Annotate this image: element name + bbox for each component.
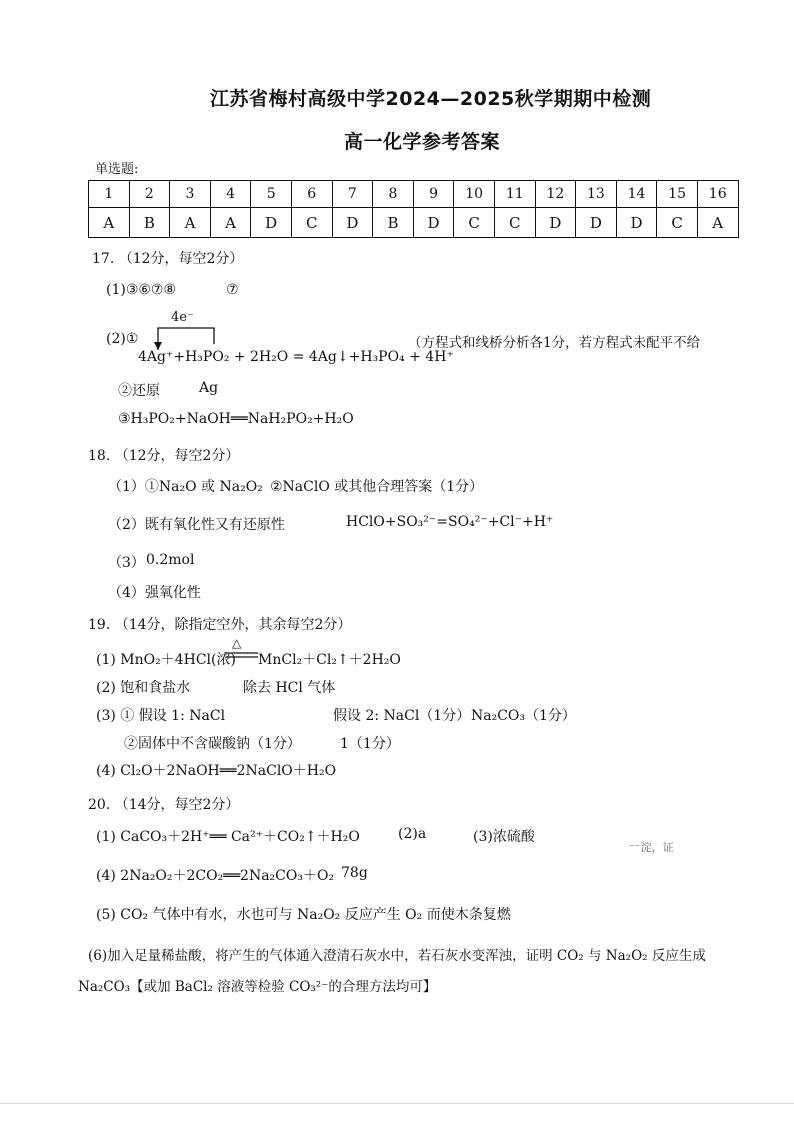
q17-header: 17. （12分，每空2分）	[92, 251, 244, 267]
answer-cell: D	[413, 208, 454, 238]
answer-table	[88, 180, 739, 238]
answer-cell: D	[616, 208, 657, 238]
q20-p1: (1) CaCO₃＋2H⁺══ Ca²⁺＋CO₂↑＋H₂O	[96, 829, 360, 845]
q19-p2-a: (2) 饱和食盐水	[96, 680, 191, 696]
question-number-cell: 16	[697, 181, 738, 208]
q19-p3-a: (3) ① 假设 1: NaCl	[96, 708, 226, 724]
q19-header: 19. （14分，除指定空外，其余每空2分）	[88, 617, 352, 633]
page-subtitle: 高一化学参考答案	[344, 131, 501, 153]
answer-cell: D	[576, 208, 617, 238]
question-number-cell: 8	[373, 181, 414, 208]
answer-cell: A	[170, 208, 211, 238]
question-number-cell: 6	[291, 181, 332, 208]
answer-cell: A	[210, 208, 251, 238]
q20-p6-b: Na₂CO₃【或加 BaCl₂ 溶液等检验 CO₃²⁻的合理方法均可】	[78, 979, 437, 995]
answer-cell: A	[89, 208, 130, 238]
question-number-cell: 4	[210, 181, 251, 208]
q17-redox-equation: 4Ag⁺+H₃PO₂ + 2H₂O = 4Ag↓+H₃PO₄ + 4H⁺	[138, 349, 454, 365]
q17-p1-answer-2: ⑦	[226, 282, 239, 298]
q19-p4: (4) Cl₂O＋2NaOH══2NaClO＋H₂O	[96, 763, 337, 779]
page-bottom-divider	[0, 1103, 794, 1104]
q19-p1-right: MnCl₂＋Cl₂↑＋2H₂O	[258, 652, 401, 668]
question-number-cell: 9	[413, 181, 454, 208]
q20-p6-a: (6)加入足量稀盐酸，将产生的气体通入澄清石灰水中，若石灰水变浑浊，证明 CO₂ 与 Na₂O₂ 反应生成	[88, 948, 706, 964]
q18-p3-value: 0.2mol	[146, 552, 195, 568]
answer-table-answer-row	[89, 208, 739, 238]
q20-p3: (3)浓硫酸	[473, 829, 535, 845]
page-title: 江苏省梅村高级中学2024—2025秋学期期中检测	[210, 88, 652, 110]
q20-cropped-text: ⁻⁻淀，证	[629, 841, 674, 854]
question-number-cell: 3	[170, 181, 211, 208]
q19-p3-c: Na₂CO₃（1分）	[471, 708, 576, 724]
q17-p1-answer: (1)③⑥⑦⑧	[106, 282, 177, 298]
q17-p2-c-equation: ③H₃PO₂+NaOH══NaH₂PO₂+H₂O	[118, 411, 354, 427]
q18-header: 18. （12分，每空2分）	[88, 448, 240, 464]
question-number-cell: 10	[454, 181, 495, 208]
question-number-cell: 7	[332, 181, 373, 208]
q17-p2-b-label: ②还原	[118, 383, 160, 399]
q18-p3-label: （3）	[108, 555, 145, 571]
q19-heating-condition: △	[232, 636, 242, 650]
answer-cell: D	[332, 208, 373, 238]
question-number-cell: 12	[535, 181, 576, 208]
electron-bridge-arrow	[150, 318, 220, 352]
answer-cell: C	[657, 208, 698, 238]
single-choice-label: 单选题:	[95, 162, 139, 177]
question-number-cell: 15	[657, 181, 698, 208]
answer-cell: D	[251, 208, 292, 238]
q18-p2-b: HClO+SO₃²⁻=SO₄²⁻+Cl⁻+H⁺	[346, 514, 554, 530]
question-number-cell: 13	[576, 181, 617, 208]
q19-p3-d: ②固体中不含碳酸钠（1分）	[124, 736, 301, 752]
q19-p3-b: 假设 2: NaCl（1分）	[333, 708, 471, 724]
q19-p3-e: 1（1分）	[340, 736, 400, 752]
answer-cell: C	[494, 208, 535, 238]
question-number-cell: 11	[494, 181, 535, 208]
answer-table-number-row	[89, 181, 739, 208]
question-number-cell: 1	[89, 181, 130, 208]
answer-cell: C	[454, 208, 495, 238]
q18-p2-a: （2）既有氧化性又有还原性	[108, 517, 285, 533]
question-number-cell: 14	[616, 181, 657, 208]
q17-p2-label: (2)①	[106, 331, 139, 347]
q20-p4-b: 78g	[341, 865, 368, 881]
question-number-cell: 2	[129, 181, 170, 208]
q17-scoring-note: （方程式和线桥分析各1分，若方程式未配平不给	[408, 335, 701, 351]
q20-p5: (5) CO₂ 气体中有水，水也可与 Na₂O₂ 反应产生 O₂ 而使木条复燃	[96, 907, 511, 923]
q18-p4: （4）强氧化性	[108, 585, 201, 601]
answer-cell: D	[535, 208, 576, 238]
q18-p1-b: ②NaClO 或其他合理答案（1分）	[270, 479, 484, 495]
q19-p1-left: (1) MnO₂＋4HCl(浓)	[96, 652, 236, 668]
answer-cell: B	[129, 208, 170, 238]
q19-p2-b: 除去 HCl 气体	[243, 680, 336, 696]
answer-cell: C	[291, 208, 332, 238]
q19-equals-sign	[226, 651, 258, 659]
q20-p4-a: (4) 2Na₂O₂＋2CO₂══2Na₂CO₃＋O₂	[96, 868, 335, 884]
q20-header: 20. （14分，每空2分）	[88, 797, 240, 813]
q20-p2: (2)a	[398, 826, 427, 842]
q17-electron-transfer: 4e⁻	[171, 310, 194, 325]
q18-p1-a: （1）①Na₂O 或 Na₂O₂	[108, 479, 263, 495]
answer-cell: B	[373, 208, 414, 238]
answer-cell: A	[697, 208, 738, 238]
question-number-cell: 5	[251, 181, 292, 208]
q17-p2-b-value: Ag	[199, 380, 219, 396]
